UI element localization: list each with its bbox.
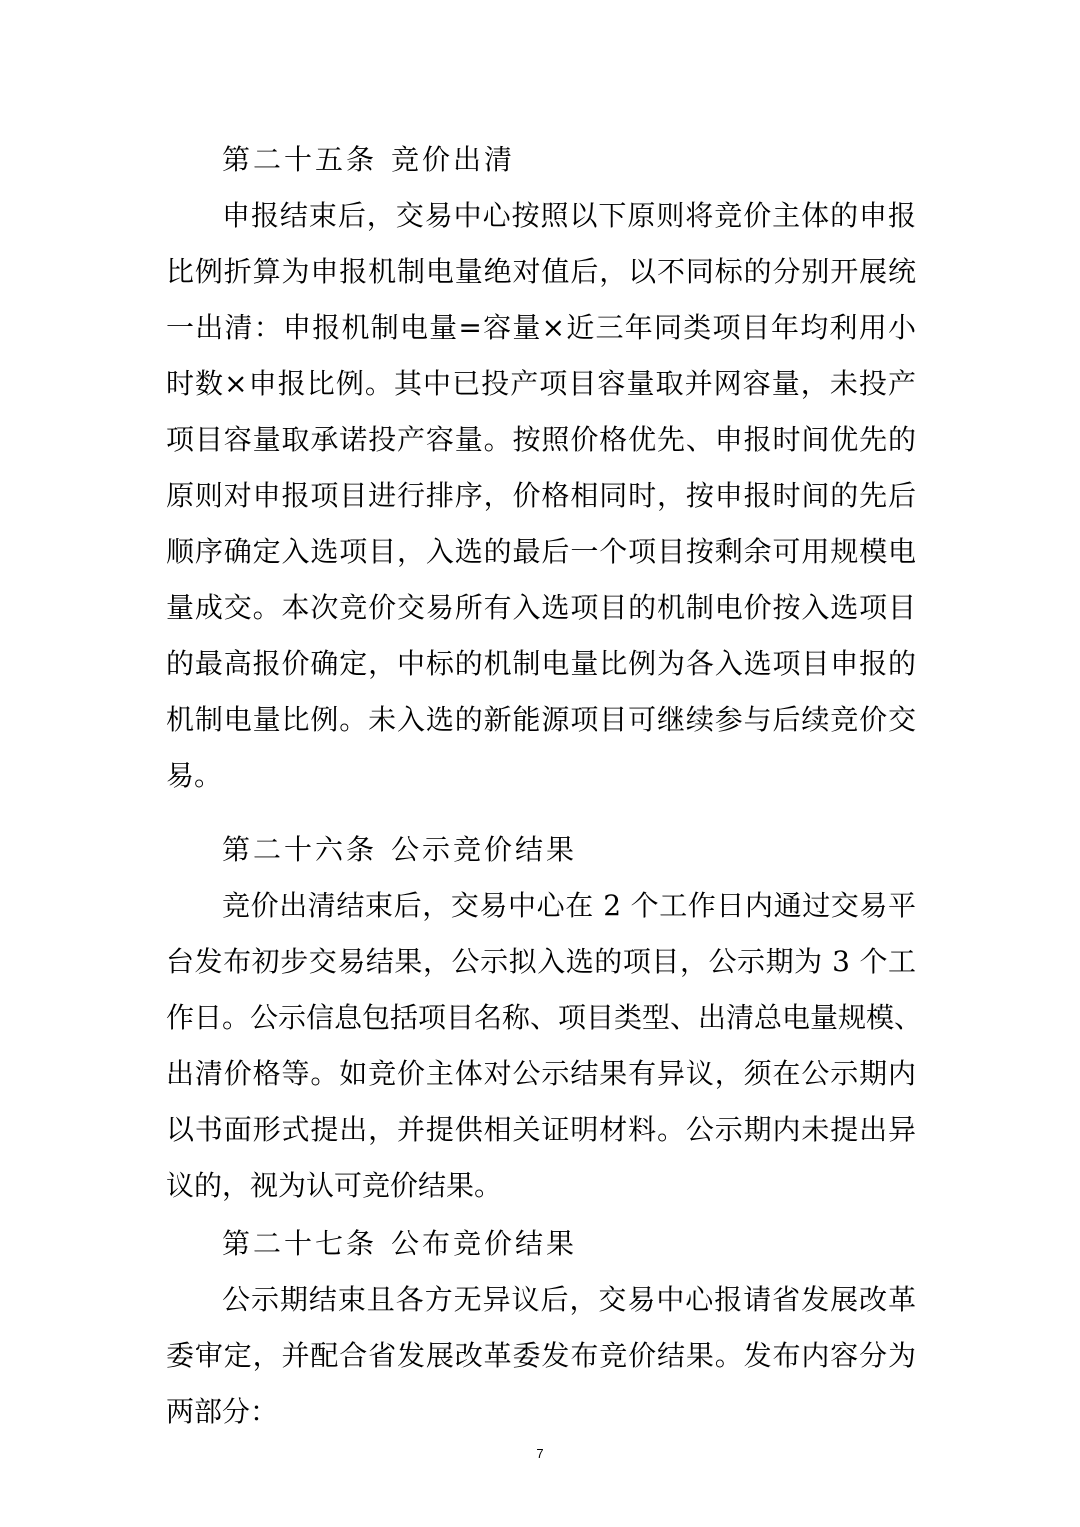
article-25-title: 竞价出清 xyxy=(391,143,516,176)
article-26-line: 台发布初步交易结果，公示拟入选的项目，公示期为 3 个工 xyxy=(166,945,916,978)
article-25-line: 顺序确定入选项目，入选的最后一个项目按剩余可用规模电 xyxy=(166,535,916,568)
article-25-line: 原则对申报项目进行排序，价格相同时，按申报时间的先后 xyxy=(166,479,916,512)
article-25-heading xyxy=(222,134,515,186)
article-27-heading xyxy=(222,1218,577,1270)
article-25-number: 第二十五条 xyxy=(222,143,378,176)
article-27-line: 公示期结束且各方无异议后，交易中心报请省发展改革 xyxy=(222,1283,916,1316)
article-25-line: 申报结束后，交易中心按照以下原则将竞价主体的申报 xyxy=(222,199,916,232)
article-26-number: 第二十六条 xyxy=(222,833,378,866)
article-25-line: 的最高报价确定，中标的机制电量比例为各入选项目申报的 xyxy=(166,647,916,680)
article-25-line: 量成交。本次竞价交易所有入选项目的机制电价按入选项目 xyxy=(166,591,916,624)
article-25-line: 比例折算为申报机制电量绝对值后，以不同标的分别开展统 xyxy=(166,255,916,288)
article-25-line: 易。 xyxy=(166,759,223,792)
article-26-line: 作日。公示信息包括项目名称、项目类型、出清总电量规模、 xyxy=(166,1001,923,1034)
article-26-line: 出清价格等。如竞价主体对公示结果有异议，须在公示期内 xyxy=(166,1057,916,1090)
article-25-line: 机制电量比例。未入选的新能源项目可继续参与后续竞价交 xyxy=(166,703,916,736)
article-27-line: 两部分： xyxy=(166,1395,279,1428)
article-25-line: 一出清：申报机制电量=容量×近三年同类项目年均利用小 xyxy=(166,311,916,344)
article-26-line: 以书面形式提出，并提供相关证明材料。公示期内未提出异 xyxy=(166,1113,916,1146)
article-26-line: 竞价出清结束后，交易中心在 2 个工作日内通过交易平 xyxy=(222,889,916,922)
article-26-heading xyxy=(222,824,577,876)
article-27-line: 委审定，并配合省发展改革委发布竞价结果。发布内容分为 xyxy=(166,1339,916,1372)
article-25-line: 时数×申报比例。其中已投产项目容量取并网容量，未投产 xyxy=(166,367,916,400)
article-25-line: 项目容量取承诺投产容量。按照价格优先、申报时间优先的 xyxy=(166,423,916,456)
page-number: 7 xyxy=(536,1446,544,1461)
article-26-line: 议的，视为认可竞价结果。 xyxy=(166,1169,503,1202)
article-27-number: 第二十七条 xyxy=(222,1227,378,1260)
article-26-title: 公示竞价结果 xyxy=(391,833,578,866)
article-27-title: 公布竞价结果 xyxy=(391,1227,578,1260)
